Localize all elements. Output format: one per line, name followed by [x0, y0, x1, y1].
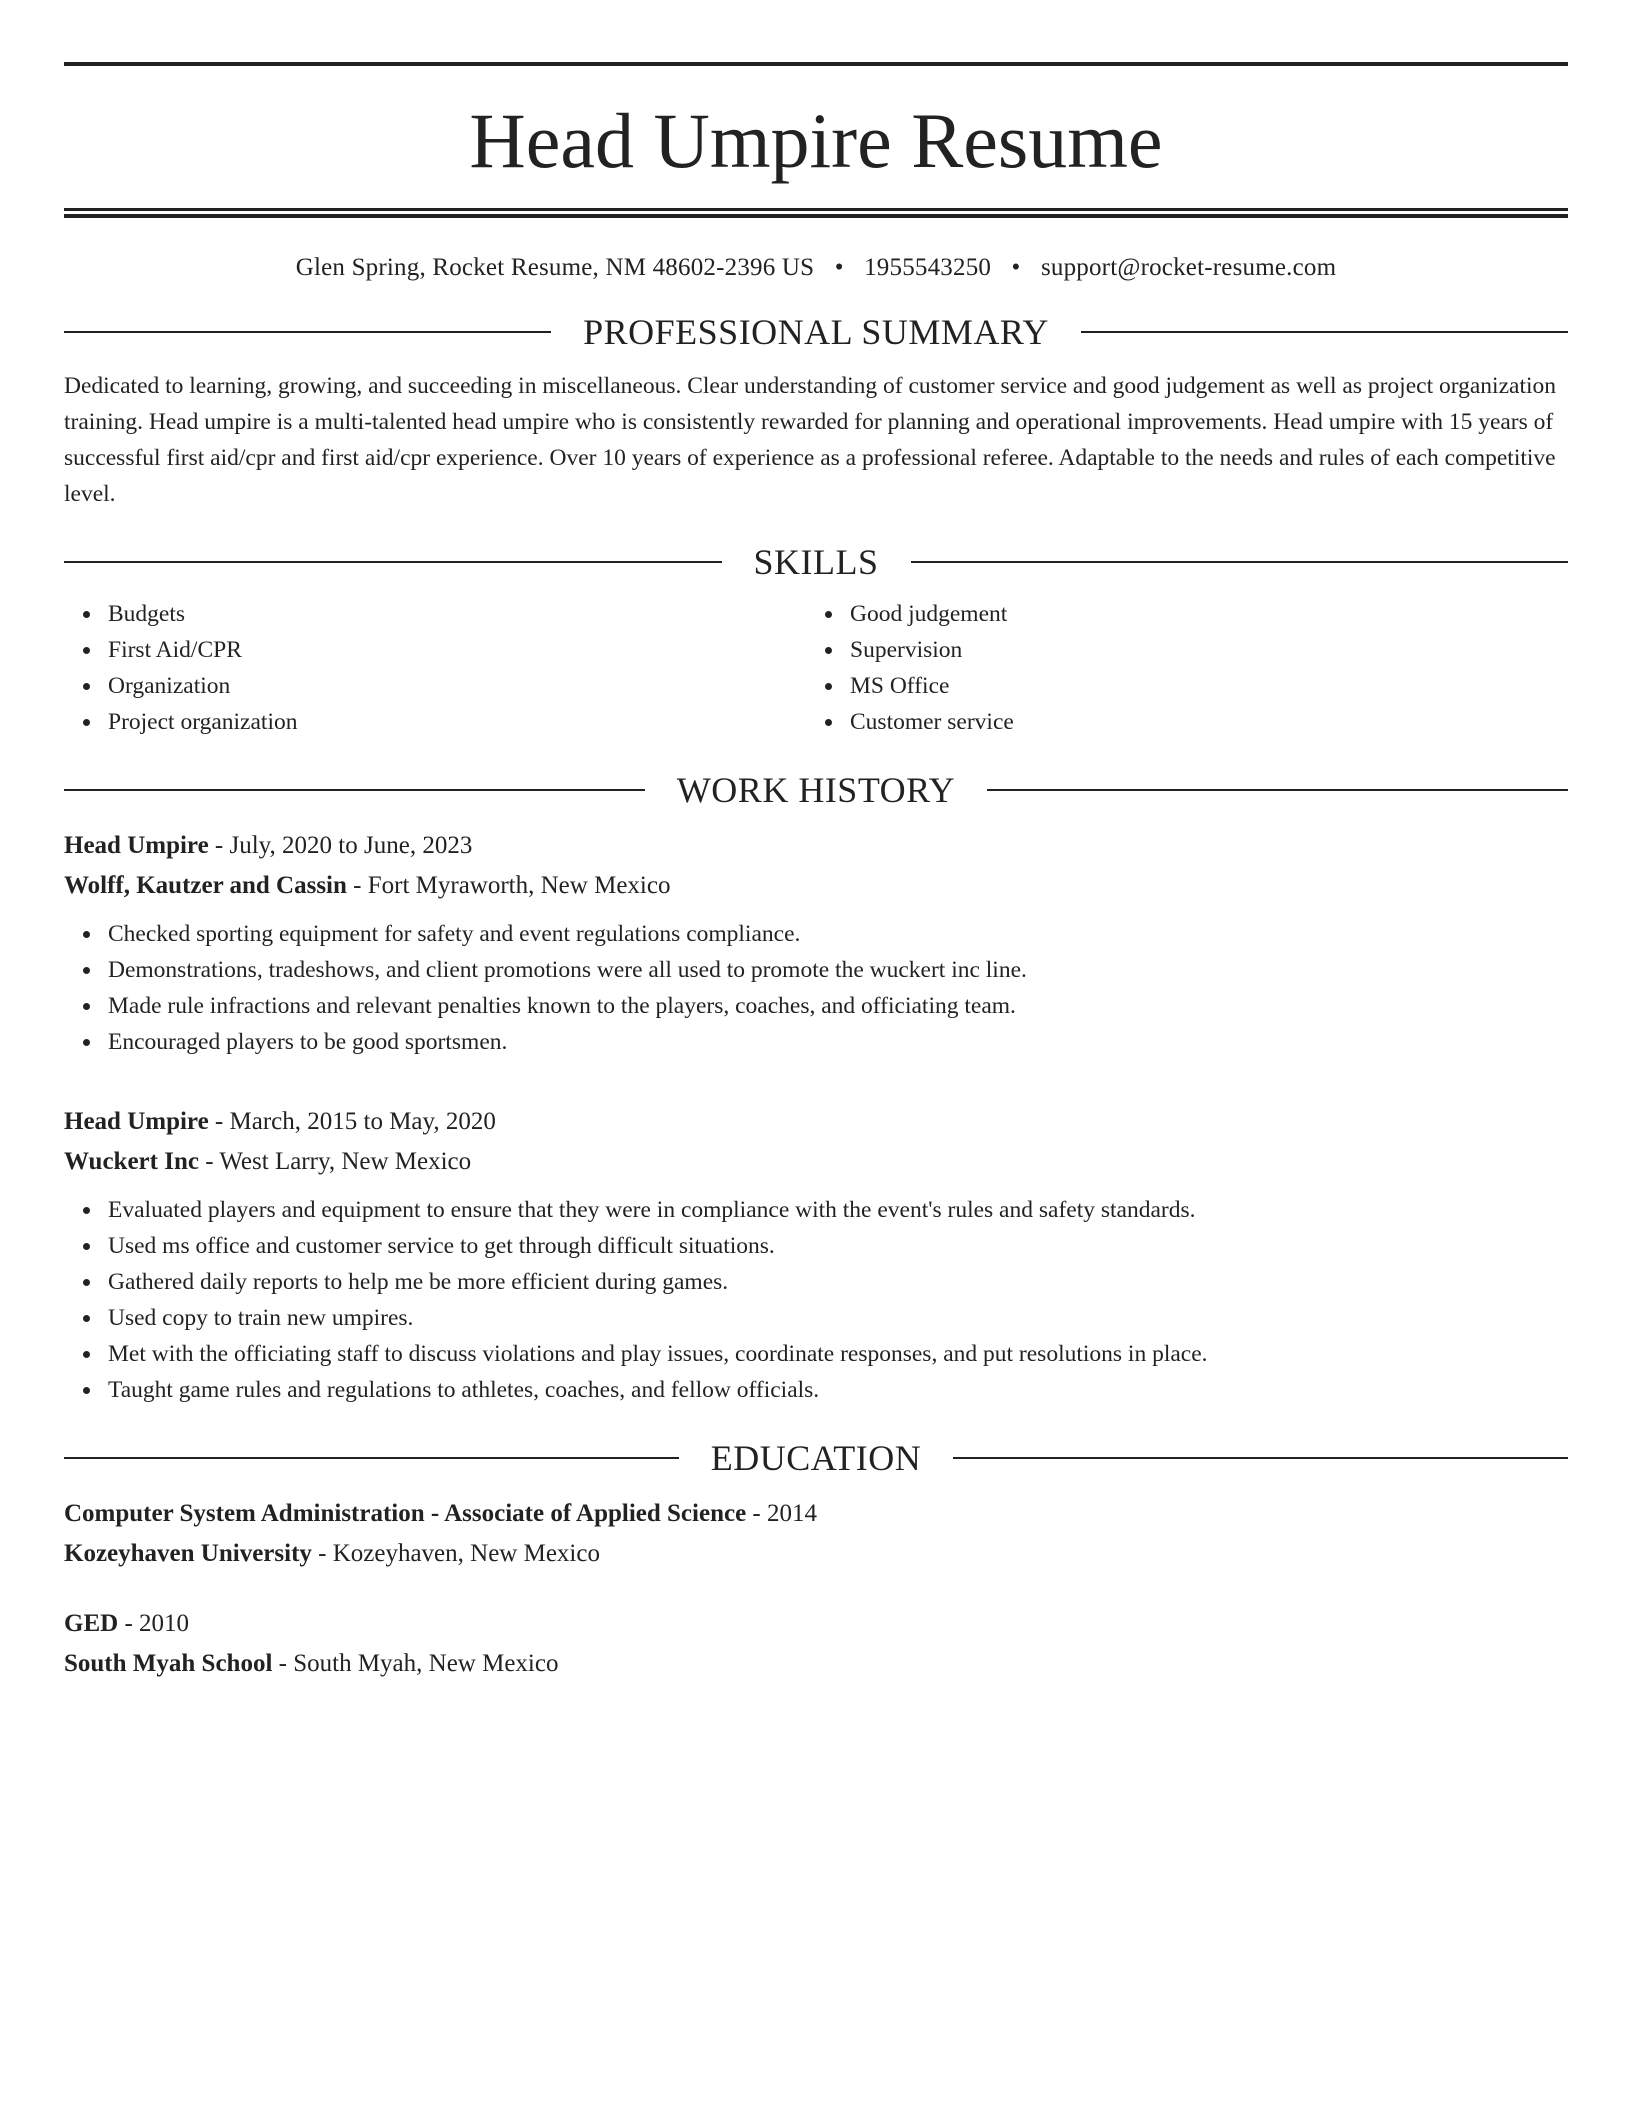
section-header-work — [64, 772, 1568, 808]
job-bullet: Encouraged players to be good sportsmen. — [108, 1024, 1568, 1060]
job-bullet: Used copy to train new umpires. — [108, 1300, 1568, 1336]
divider-line — [64, 1457, 679, 1459]
summary-text: Dedicated to learning, growing, and succeeding in miscellaneous. Clear understanding of customer service and good judgement as well as project organization training. Head umpire is a multi-talented head umpire who is consistently rewarded for planning and operational improvements. Head umpire with 15 years of successful first aid/cpr and first aid/cpr experience. Over 10 years of experience as a professional referee. Adaptable to the needs and rules of each competitive level. — [64, 373, 1557, 507]
job-title-line — [64, 1102, 1568, 1142]
job-bullet: Checked sporting equipment for safety and event regulations compliance. — [108, 916, 1568, 952]
skill-item: First Aid/CPR — [108, 632, 806, 668]
job-dates: - July, 2020 to June, 2023 — [208, 832, 473, 859]
education-location: - Kozeyhaven, New Mexico — [311, 1540, 600, 1567]
bullet-icon — [825, 719, 832, 726]
section-header-skills — [64, 544, 1568, 580]
job-company-line — [64, 1142, 1568, 1182]
contact-separator: • — [1011, 254, 1021, 281]
bullet-icon — [83, 1039, 90, 1046]
job-location: - Fort Myraworth, New Mexico — [346, 872, 671, 899]
bullet-icon — [83, 1243, 90, 1250]
education-year: - 2014 — [746, 1500, 817, 1527]
education-school-line — [64, 1644, 1568, 1684]
job-location: - West Larry, New Mexico — [198, 1148, 472, 1175]
job-bullet: Taught game rules and regulations to athletes, coaches, and fellow officials. — [108, 1372, 1568, 1408]
education-degree: GED — [64, 1610, 119, 1637]
section-header-summary — [64, 314, 1568, 350]
contact-address: Glen Spring, Rocket Resume, NM 48602-2396 US — [295, 254, 815, 281]
divider-line — [64, 561, 722, 563]
bullet-icon — [83, 1207, 90, 1214]
job-company-line — [64, 866, 1568, 906]
job-bullet: Demonstrations, tradeshows, and client promotions were all used to promote the wuckert inc line. — [108, 952, 1568, 988]
job-bullet: Gathered daily reports to help me be more efficient during games. — [108, 1264, 1568, 1300]
bullet-icon — [83, 719, 90, 726]
job-entry — [64, 1102, 1568, 1408]
divider-line — [64, 331, 551, 333]
skill-item: Customer service — [850, 704, 1548, 740]
resume-title: Head Umpire Resume — [469, 97, 1163, 184]
bullet-icon — [83, 931, 90, 938]
job-title: Head Umpire — [64, 1108, 209, 1135]
bullet-icon — [83, 1387, 90, 1394]
divider-line — [987, 789, 1568, 791]
education-entry — [64, 1494, 1568, 1574]
education-degree-line — [64, 1494, 1568, 1534]
skill-item: MS Office — [850, 668, 1548, 704]
education-school: Kozeyhaven University — [64, 1540, 312, 1567]
job-company: Wuckert Inc — [64, 1148, 199, 1175]
bullet-icon — [83, 1351, 90, 1358]
section-title-skills: SKILLS — [753, 542, 879, 582]
bullet-icon — [825, 683, 832, 690]
divider-line — [911, 561, 1569, 563]
divider-line — [64, 789, 645, 791]
skill-item: Project organization — [108, 704, 806, 740]
job-title: Head Umpire — [64, 832, 209, 859]
section-title-summary: PROFESSIONAL SUMMARY — [583, 312, 1049, 352]
skills-list — [64, 596, 1568, 740]
job-bullets — [64, 1192, 1568, 1408]
education-school-line — [64, 1534, 1568, 1574]
skills-column-right — [806, 596, 1548, 740]
education-entry — [64, 1604, 1568, 1684]
education-degree-line — [64, 1604, 1568, 1644]
job-bullet: Evaluated players and equipment to ensure that they were in compliance with the event's rules and safety standards. — [108, 1192, 1568, 1228]
bullet-icon — [825, 647, 832, 654]
job-bullets — [64, 916, 1568, 1060]
job-title-line — [64, 826, 1568, 866]
bullet-icon — [83, 1003, 90, 1010]
bullet-icon — [83, 647, 90, 654]
contact-separator: • — [834, 254, 844, 281]
skills-column-left — [64, 596, 806, 740]
skill-item: Supervision — [850, 632, 1548, 668]
top-rule — [64, 62, 1568, 66]
job-bullet: Met with the officiating staff to discuss violations and play issues, coordinate responses, and put resolutions in place. — [108, 1336, 1568, 1372]
contact-line — [64, 254, 1568, 282]
contact-phone: 1955543250 — [864, 254, 992, 281]
bullet-icon — [83, 1315, 90, 1322]
job-bullet: Used ms office and customer service to get through difficult situations. — [108, 1228, 1568, 1264]
education-year: - 2010 — [118, 1610, 190, 1637]
contact-email: support@rocket-resume.com — [1040, 254, 1337, 281]
divider-line — [1081, 331, 1568, 333]
section-title-education: EDUCATION — [710, 1438, 922, 1478]
education-school: South Myah School — [64, 1650, 273, 1677]
skill-item: Budgets — [108, 596, 806, 632]
bullet-icon — [83, 967, 90, 974]
title-double-rule — [64, 208, 1568, 218]
education-location: - South Myah, New Mexico — [272, 1650, 559, 1677]
section-title-work: WORK HISTORY — [676, 770, 956, 810]
section-header-education — [64, 1440, 1568, 1476]
skill-item: Good judgement — [850, 596, 1548, 632]
skill-item: Organization — [108, 668, 806, 704]
bullet-icon — [825, 611, 832, 618]
job-entry — [64, 826, 1568, 1060]
job-dates: - March, 2015 to May, 2020 — [208, 1108, 496, 1135]
divider-line — [953, 1457, 1568, 1459]
job-bullet: Made rule infractions and relevant penalties known to the players, coaches, and officiating team. — [108, 988, 1568, 1024]
education-degree: Computer System Administration - Associate of Applied Science — [64, 1500, 747, 1527]
job-company: Wolff, Kautzer and Cassin — [64, 872, 347, 899]
bullet-icon — [83, 683, 90, 690]
bullet-icon — [83, 1279, 90, 1286]
bullet-icon — [83, 611, 90, 618]
